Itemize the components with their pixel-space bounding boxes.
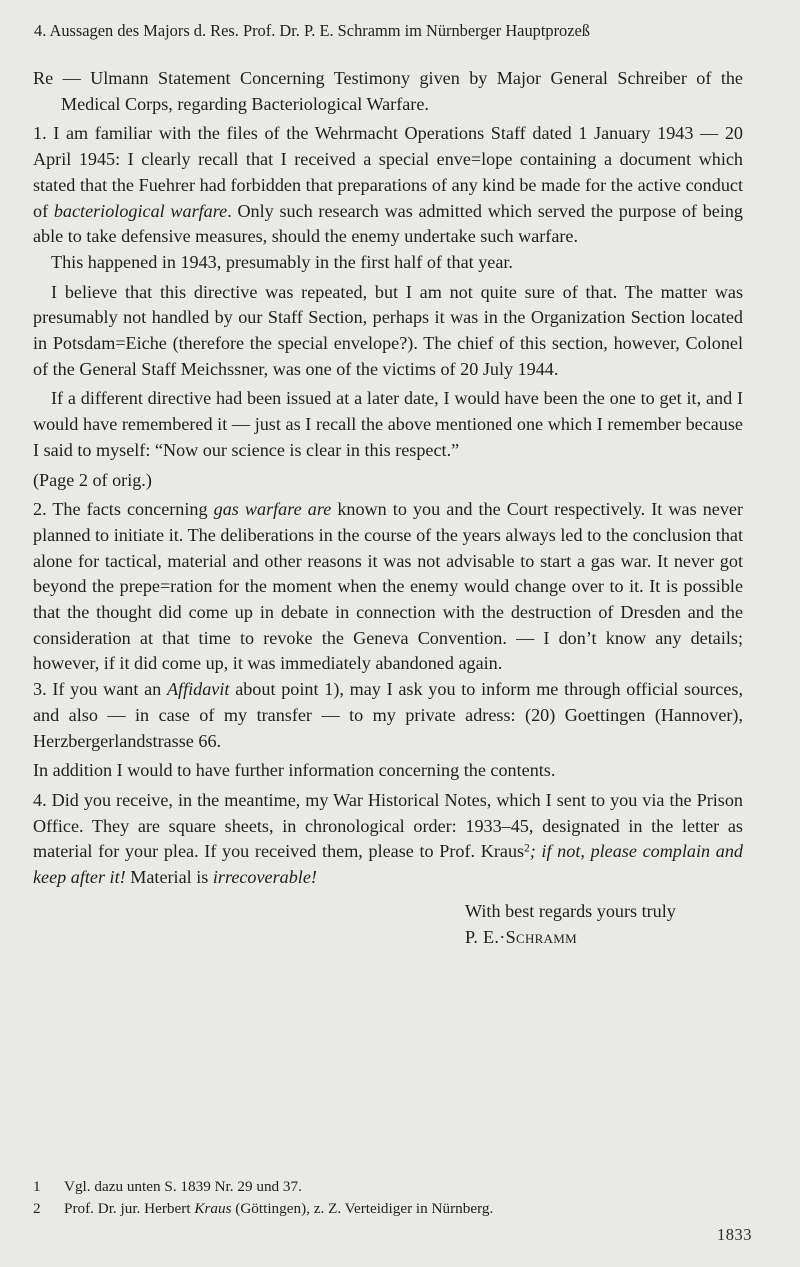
point-1-paragraph: 1. I am familiar with the files of the Wehrmacht Operations Staff dated 1 January 1943 — 20 April 1945: I clearly recall that I received a special enve=lope containing a document which stated that the Fuehrer had forbidden that preparations of any kind be made for the active conduct of bacteriological warfare. Only such research was admitted which served the purpose of being able to take defensive measures, should the enemy undertake such warfare. xyxy=(33,123,743,247)
signature: P. E.·Schramm xyxy=(465,926,578,947)
footnote-text: Prof. Dr. jur. Herbert Kraus (Göttingen), z. Z. Verteidiger in Nürnberg. xyxy=(64,1200,494,1217)
point-4-paragraph: 4. Did you receive, in the meantime, my War Historical Notes, which I sent to you via the Prison Office. They are square sheets, in chronological order: 1933–45, designated in the letter as material for your plea. If you received them, please to Prof. Kraus$^2$; if not, please complain and keep after it! Material is irrecoverable! xyxy=(33,789,743,888)
footnote-1 xyxy=(33,1176,753,1198)
subject-line: Re — Ulmann Statement Concerning Testimony given by Major General Schreiber of the Medical Corps, regarding Bacteriological Warfare. xyxy=(33,68,743,114)
footnote-number: 2 xyxy=(33,1200,41,1217)
letter-body xyxy=(33,66,743,950)
emphasis-irrecoverable: irrecoverable! xyxy=(212,867,317,888)
emphasis-complain: ; if not, please complain and keep after it! xyxy=(33,841,743,888)
running-head: 4. Aussagen des Majors d. Res. Prof. Dr. P. E. Schramm im Nürnberger Hauptprozeß xyxy=(34,21,590,40)
point-1-continuation: This happened in 1943, presumably in the first half of that year. xyxy=(51,251,513,272)
footnote-number: 1 xyxy=(33,1178,41,1195)
point-3-paragraph: 3. If you want an Affidavit about point 1), may I ask you to inform me through official sources, and also — in case of my transfer — to my private adress: (20) Goettingen (Hannover), Herzbergerlandstrasse 66. xyxy=(33,679,743,751)
footnote-ref-2: 2 xyxy=(524,842,530,855)
additional-info-paragraph: In addition I would to have further information concerning the contents. xyxy=(33,760,556,781)
page-number: 1833 xyxy=(717,1225,752,1244)
footnote-text: Vgl. dazu unten S. 1839 Nr. 29 und 37. xyxy=(64,1178,302,1195)
emphasis-affidavit: Affidavit xyxy=(166,679,230,700)
point-2-paragraph: 2. The facts concerning gas warfare are known to you and the Court respectively. It was never planned to initiate it. The deliberations in the course of the years always led to the conclusion that alone for tactical, material and other reasons it was not advisable to start a gas war. It never got beyond the prepe=ration for the moment when the enemy would change over to it. It is possible that the thought did come up in debate in connection with the destruction of Dresden and the consideration at that time to revoke the Geneva Convention. — I don’t know any details; however, if it did come up, it was immediately abandoned again. xyxy=(33,499,743,674)
emphasis-gas-warfare: gas warfare are xyxy=(213,499,332,520)
footnotes xyxy=(33,1176,753,1220)
emphasis-bacteriological-warfare: bacteriological warfare xyxy=(53,200,228,221)
footnote-2 xyxy=(33,1198,753,1220)
later-date-paragraph: If a different directive had been issued at a later date, I would have been the one to get it, and I would have remembered it — just as I recall the above mentioned one which I remember because I said to myself: “Now our science is clear in this respect.” xyxy=(33,388,743,460)
closing-line: With best regards yours truly xyxy=(465,900,676,921)
page-note: (Page 2 of orig.) xyxy=(33,469,152,490)
directive-paragraph: I believe that this directive was repeated, but I am not quite sure of that. The matter was presumably not handled by our Staff Section, perhaps it was in the Organization Section located in Potsdam=Eiche (therefore the special envelope?). The chief of this section, however, Colonel of the General Staff Meichssner, was one of the victims of 20 July 1944. xyxy=(33,281,743,379)
